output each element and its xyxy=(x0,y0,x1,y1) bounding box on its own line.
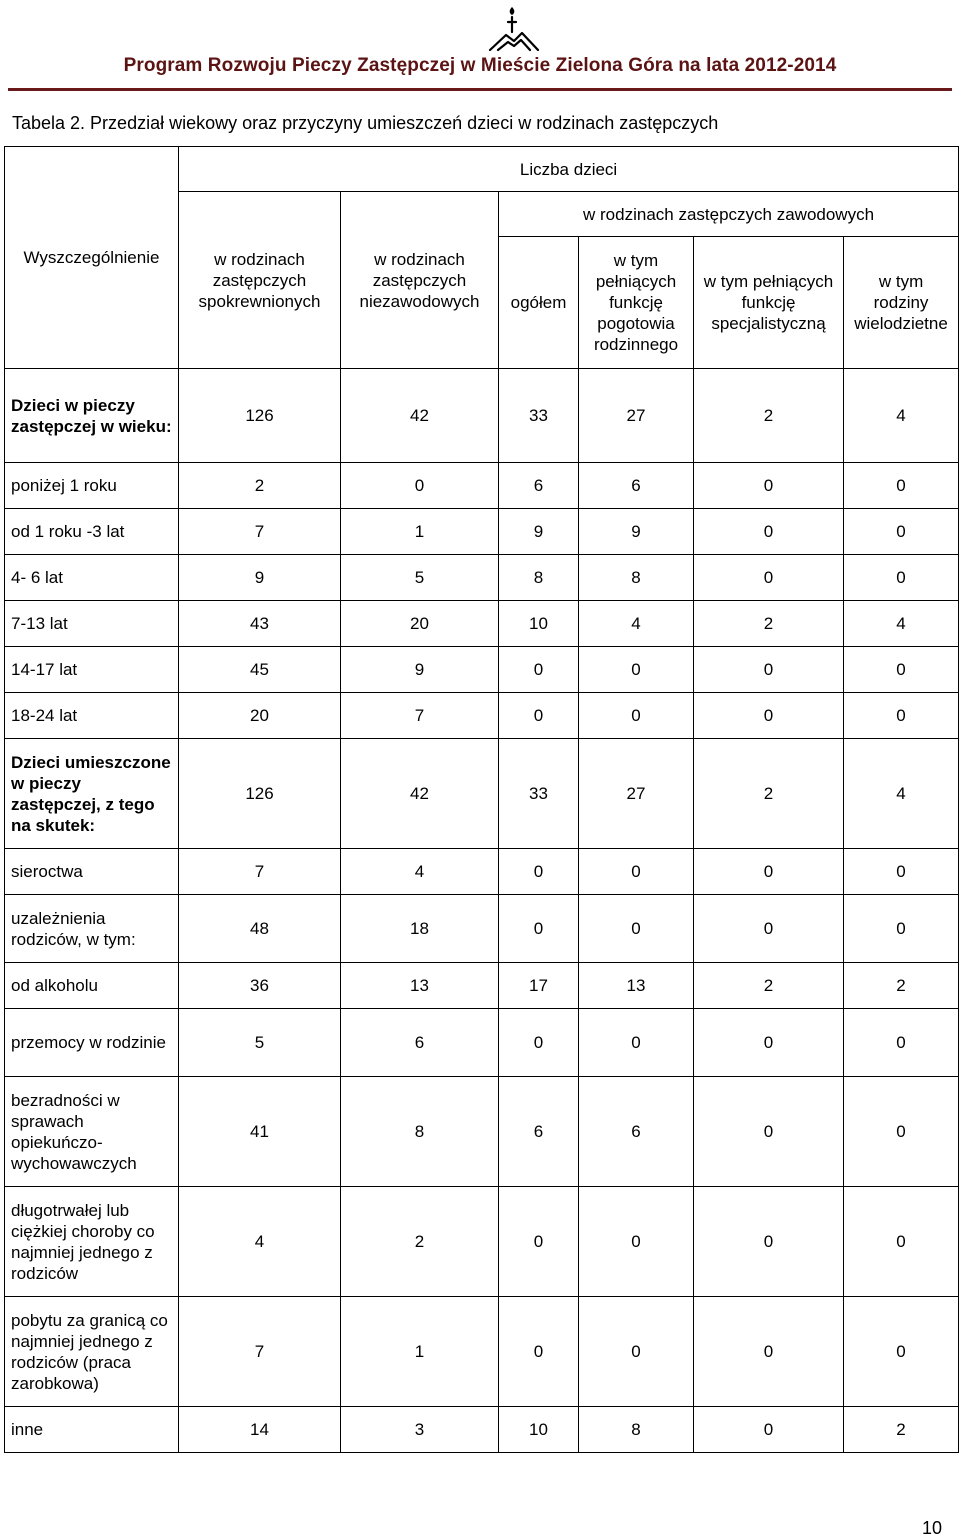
table-cell: 0 xyxy=(579,1187,694,1297)
table-cell: 2 xyxy=(844,1407,959,1453)
table-cell: 27 xyxy=(579,369,694,463)
table-cell: 0 xyxy=(844,509,959,555)
table-row xyxy=(5,601,959,647)
table-row xyxy=(5,963,959,1009)
row-label: 7-13 lat xyxy=(5,601,179,647)
table-cell: 0 xyxy=(844,1187,959,1297)
table-cell: 10 xyxy=(499,1407,579,1453)
table-cell: 0 xyxy=(694,1187,844,1297)
table-cell: 41 xyxy=(179,1077,341,1187)
table-cell: 9 xyxy=(179,555,341,601)
table-row xyxy=(5,739,959,849)
table-row xyxy=(5,555,959,601)
table-cell: 13 xyxy=(341,963,499,1009)
table-cell: 0 xyxy=(579,849,694,895)
table-cell: 0 xyxy=(694,1077,844,1187)
row-label: bezradności w sprawach opiekuńczo-wychowawczych xyxy=(5,1077,179,1187)
table-cell: 9 xyxy=(341,647,499,693)
table-row xyxy=(5,693,959,739)
table-cell: 0 xyxy=(499,849,579,895)
row-label: uzależnienia rodziców, w tym: xyxy=(5,895,179,963)
table-cell: 8 xyxy=(341,1077,499,1187)
table-cell: 9 xyxy=(499,509,579,555)
table-cell: 4 xyxy=(579,601,694,647)
row-label: Dzieci w pieczy zastępczej w wieku: xyxy=(5,369,179,463)
table-cell: 0 xyxy=(694,463,844,509)
table-cell: 0 xyxy=(844,555,959,601)
table-cell: 3 xyxy=(341,1407,499,1453)
table-cell: 2 xyxy=(341,1187,499,1297)
header-divider xyxy=(8,88,952,91)
table-cell: 10 xyxy=(499,601,579,647)
table-cell: 0 xyxy=(499,895,579,963)
table-cell: 0 xyxy=(499,1009,579,1077)
table-cell: 48 xyxy=(179,895,341,963)
table-cell: 2 xyxy=(844,963,959,1009)
table-cell: 2 xyxy=(694,739,844,849)
table-cell: 0 xyxy=(499,1297,579,1407)
header-specjalistyczne: w tym pełniących funkcję specjalistyczną xyxy=(694,237,844,369)
table-cell: 2 xyxy=(179,463,341,509)
placement-statistics-table xyxy=(4,146,959,1453)
header-niezawodowe: w rodzinach zastępczych niezawodowych xyxy=(341,192,499,369)
table-cell: 27 xyxy=(579,739,694,849)
row-label: 14-17 lat xyxy=(5,647,179,693)
table-cell: 126 xyxy=(179,739,341,849)
page-number: 10 xyxy=(921,1518,942,1537)
table-cell: 0 xyxy=(844,647,959,693)
row-label: 18-24 lat xyxy=(5,693,179,739)
table-cell: 43 xyxy=(179,601,341,647)
row-label: inne xyxy=(5,1407,179,1453)
table-body xyxy=(5,369,959,1453)
table-cell: 0 xyxy=(694,849,844,895)
table-cell: 7 xyxy=(179,509,341,555)
table-row xyxy=(5,369,959,463)
table-cell: 0 xyxy=(579,895,694,963)
row-label: Dzieci umieszczone w pieczy zastępczej, z tego na skutek: xyxy=(5,739,179,849)
table-cell: 4 xyxy=(341,849,499,895)
table-cell: 17 xyxy=(499,963,579,1009)
row-label: pobytu za granicą co najmniej jednego z rodziców (praca zarobkowa) xyxy=(5,1297,179,1407)
table-cell: 6 xyxy=(579,463,694,509)
table-row xyxy=(5,1009,959,1077)
header-wielodzietne: w tym rodziny wielodzietne xyxy=(844,237,959,369)
table-cell: 0 xyxy=(694,509,844,555)
table-caption: Tabela 2. Przedział wiekowy oraz przyczyny umieszczeń dzieci w rodzinach zastępczych xyxy=(12,113,719,133)
table-cell: 0 xyxy=(694,647,844,693)
table-cell: 0 xyxy=(694,1297,844,1407)
table-cell: 36 xyxy=(179,963,341,1009)
table-cell: 0 xyxy=(499,693,579,739)
table-cell: 0 xyxy=(844,1009,959,1077)
table-cell: 0 xyxy=(844,693,959,739)
table-cell: 7 xyxy=(341,693,499,739)
row-label: 4- 6 lat xyxy=(5,555,179,601)
table-row xyxy=(5,1407,959,1453)
table-cell: 7 xyxy=(179,849,341,895)
table-cell: 8 xyxy=(499,555,579,601)
table-cell: 0 xyxy=(844,849,959,895)
table-cell: 1 xyxy=(341,509,499,555)
city-crest-icon xyxy=(486,4,542,54)
table-cell: 2 xyxy=(694,963,844,1009)
table-row xyxy=(5,1187,959,1297)
table-cell: 6 xyxy=(499,1077,579,1187)
table-cell: 8 xyxy=(579,555,694,601)
table-cell: 0 xyxy=(579,1009,694,1077)
table-cell: 0 xyxy=(341,463,499,509)
table-cell: 6 xyxy=(341,1009,499,1077)
table-cell: 0 xyxy=(694,693,844,739)
table-cell: 0 xyxy=(579,693,694,739)
table-row xyxy=(5,509,959,555)
table-cell: 0 xyxy=(579,1297,694,1407)
table-cell: 6 xyxy=(499,463,579,509)
table-cell: 0 xyxy=(499,1187,579,1297)
table-cell: 14 xyxy=(179,1407,341,1453)
header-spokrewnione: w rodzinach zastępczych spokrewnionych xyxy=(179,192,341,369)
header-pogotowie: w tym pełniących funkcję pogotowia rodzinnego xyxy=(579,237,694,369)
table-cell: 6 xyxy=(579,1077,694,1187)
row-label: sieroctwa xyxy=(5,849,179,895)
table-cell: 20 xyxy=(179,693,341,739)
table-row xyxy=(5,895,959,963)
table-cell: 0 xyxy=(579,647,694,693)
table-row xyxy=(5,463,959,509)
table-cell: 18 xyxy=(341,895,499,963)
row-label: przemocy w rodzinie xyxy=(5,1009,179,1077)
table-cell: 2 xyxy=(694,369,844,463)
table-cell: 4 xyxy=(844,601,959,647)
table-cell: 33 xyxy=(499,369,579,463)
table-cell: 7 xyxy=(179,1297,341,1407)
table-cell: 13 xyxy=(579,963,694,1009)
table-cell: 0 xyxy=(694,1407,844,1453)
table-cell: 20 xyxy=(341,601,499,647)
table-cell: 0 xyxy=(844,463,959,509)
row-label: od alkoholu xyxy=(5,963,179,1009)
table-cell: 0 xyxy=(694,1009,844,1077)
row-label: długotrwałej lub ciężkiej choroby co najmniej jednego z rodziców xyxy=(5,1187,179,1297)
table-row xyxy=(5,1297,959,1407)
table-cell: 5 xyxy=(341,555,499,601)
table-cell: 4 xyxy=(179,1187,341,1297)
table-row xyxy=(5,1077,959,1187)
table-cell: 4 xyxy=(844,369,959,463)
table-row xyxy=(5,647,959,693)
table-cell: 33 xyxy=(499,739,579,849)
table-cell: 42 xyxy=(341,369,499,463)
table-cell: 0 xyxy=(499,647,579,693)
header-zawodowe: w rodzinach zastępczych zawodowych xyxy=(499,192,959,237)
table-cell: 2 xyxy=(694,601,844,647)
table-cell: 0 xyxy=(694,895,844,963)
header-liczba-dzieci: Liczba dzieci xyxy=(179,147,959,192)
table-cell: 0 xyxy=(844,1077,959,1187)
header-ogolem: ogółem xyxy=(499,237,579,369)
table-cell: 5 xyxy=(179,1009,341,1077)
table-cell: 126 xyxy=(179,369,341,463)
row-label: poniżej 1 roku xyxy=(5,463,179,509)
table-cell: 45 xyxy=(179,647,341,693)
table-cell: 0 xyxy=(844,1297,959,1407)
table-cell: 4 xyxy=(844,739,959,849)
table-cell: 0 xyxy=(844,895,959,963)
table-cell: 0 xyxy=(694,555,844,601)
document-header: Program Rozwoju Pieczy Zastępczej w Mieście Zielona Góra na lata 2012-2014 xyxy=(123,55,837,76)
table-cell: 9 xyxy=(579,509,694,555)
header-wyszczegolnienie: Wyszczególnienie xyxy=(5,147,179,369)
table-cell: 1 xyxy=(341,1297,499,1407)
row-label: od 1 roku -3 lat xyxy=(5,509,179,555)
table-cell: 8 xyxy=(579,1407,694,1453)
table-row xyxy=(5,849,959,895)
table-cell: 42 xyxy=(341,739,499,849)
